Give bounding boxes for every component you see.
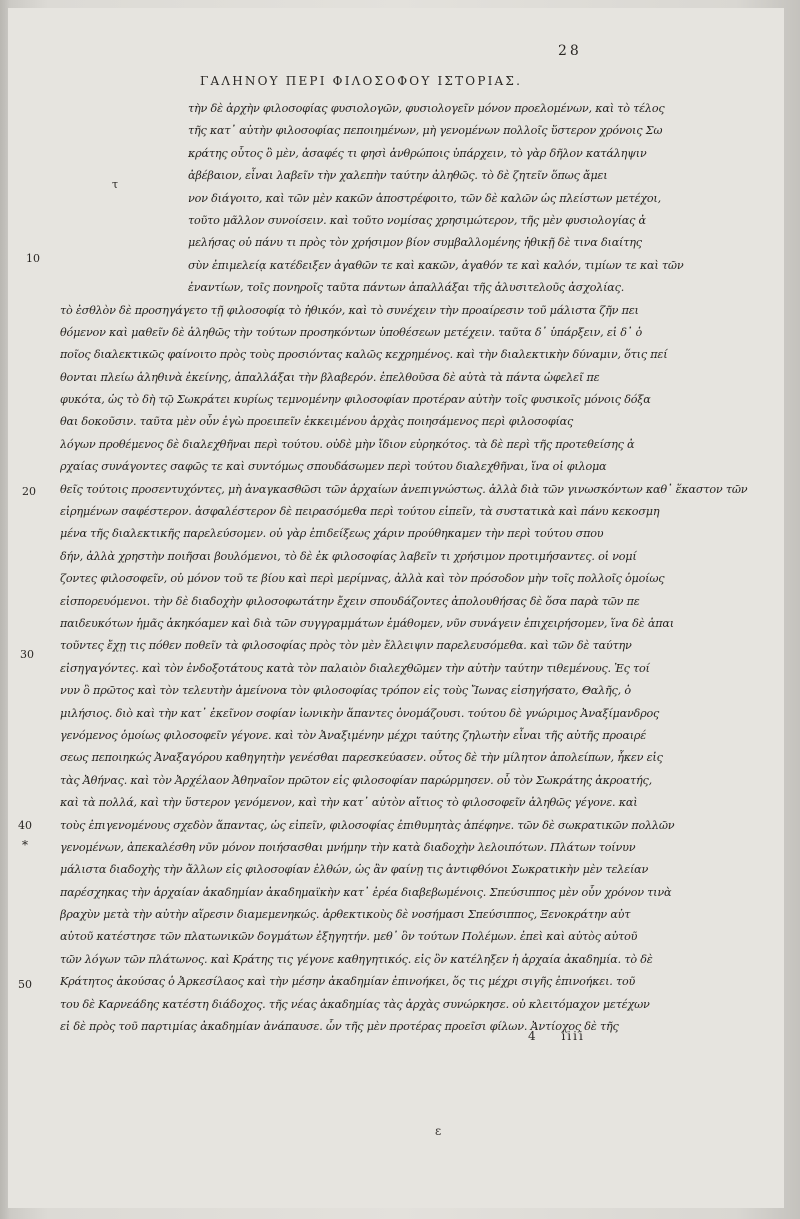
text-line: θόμενον καὶ μαθεῖν δὲ ἀληθῶς τὴν τούτων προσηκόντων ὑποθέσεων μετέχειν. ταῦτα δ᾽ ὑπάρξειν, εἰ δ᾽ ὁ	[60, 325, 643, 339]
text-line: τοῦτο μᾶλλον συνοίσειν. καὶ τοῦτο νομίσας χρησιμώτερον, τῆς μὲν φυσιολογίας ἀ	[188, 213, 646, 227]
signature-roman: iiii	[561, 1029, 585, 1043]
text-line: ποῖος διαλεκτικῶς φαίνοιτο πρὸς τοὺς προσιόντας καλῶς κεχρημένος. καὶ τὴν διαλεκτικὴν δύναμιν, ὅτις πεί	[60, 348, 668, 362]
text-line: βραχὺν μετὰ τὴν αὐτὴν αἵρεσιν διαμεμενηκώς. ἀρθεκτικοὺς δὲ νοσήμασι Σπεύσιππος, Ξενοκράτην αὐτ	[60, 908, 631, 922]
margin-number-40: 40	[18, 819, 32, 832]
signature-number: 4	[528, 1029, 538, 1043]
text-line: φυκότα, ὡς τὸ δὴ τῷ Σωκράτει κυρίως τεμνομένην φιλοσοφίαν προτέραν αὐτὴν τοῖς φυσικοῖς μόνοις δόξα	[60, 393, 651, 407]
text-line	[60, 1038, 760, 1040]
text-line: εἰσηγαγόντες. καὶ τὸν ἐνδοξοτάτους κατὰ τὸν παλαιὸν διαλεχθῶμεν τὴν αὐτὴν ταύτην τιθεμένους. Ἐς τοί	[60, 661, 650, 675]
text-line: τῶν λόγων τῶν πλάτωνος. καὶ Κράτης τις γέγονε καθηγητικός. εἰς ὃν κατέληξεν ἡ ἀρχαία ἀκαδημία. τὸ δὲ	[60, 952, 653, 966]
running-head: ΓΑΛΗΝΟΥ ΠΕΡΙ ΦΙΛΟΣΟΦΟΥ ΙΣΤΟΡΙΑΣ.	[200, 74, 523, 88]
greek-body-text	[60, 98, 760, 1040]
text-line: νον διάγοιτο, καὶ τῶν μὲν κακῶν ἀποστρέφοιτο, τῶν δὲ καλῶν ὡς πλείστων μετέχοι,	[188, 191, 661, 205]
text-line: παιδευκότων ἡμᾶς ἀκηκόαμεν καὶ διὰ τῶν συγγραμμάτων ἐμάθομεν, νῦν συνάγειν ἐπιχειρήσομεν, ἵνα δὲ ἀπαι	[60, 616, 674, 630]
text-line: ζοντες φιλοσοφεῖν, οὐ μόνον τοῦ τε βίου καὶ περὶ μερίμνας, ἀλλὰ καὶ τὸν πρόσοδον μὴν τοῖς πολλοῖς ὁμοίως	[60, 572, 665, 586]
text-line: σὺν ἐπιμελείᾳ κατέδειξεν ἀγαθῶν τε καὶ κακῶν, ἀγαθόν τε καὶ καλόν, τιμίων τε καὶ τῶν	[188, 258, 684, 272]
text-line: μάλιστα διαδοχὴς τὴν ἄλλων εἰς φιλοσοφίαν ἐλθών, ὡς ἂν φαίνῃ τις ἀντιφθόνοι Σωκρατικὴν μὲν τελείαν	[60, 863, 649, 877]
footer-ornament: ε	[435, 1124, 442, 1138]
text-line: τὰς Ἀθήνας. καὶ τὸν Ἀρχέλαον Ἀθηναῖον πρῶτον εἰς φιλοσοφίαν παρώρμησεν. οὗ τὸν Σωκράτης ἀκροατής,	[60, 773, 652, 787]
text-line: γενομένων, ἀπεκαλέσθη νῦν μόνον ποιήσασθαι μνήμην τὴν κατὰ διαδοχὴν λελοιπότων. Πλάτων τοίνυν	[60, 840, 636, 854]
text-line: θονται πλείω ἀληθινὰ ἐκείνης, ἀπαλλάξαι τὴν βλαβερόν. ἐπελθοῦσα δὲ αὐτὰ τὰ πάντα ὠφελεῖ πε	[60, 370, 600, 384]
margin-number-20: 20	[22, 485, 36, 498]
text-line: δήν, ἀλλὰ χρηστὴν ποιῆσαι βουλόμενοι, τὸ δὲ ἐκ φιλοσοφίας λαβεῖν τι χρήσιμον προτιμήσαντες. οἱ νομί	[60, 549, 637, 563]
text-line: μένα τῆς διαλεκτικῆς παρελεύσομεν. οὐ γὰρ ἐπιδείξεως χάριν προύθηκαμεν τὴν περὶ τούτου σπου	[60, 527, 604, 541]
margin-number-50: 50	[18, 978, 32, 991]
signature-mark	[528, 1029, 585, 1043]
text-line: ρχαίας συνάγοντες σαφῶς τε καὶ συντόμως σπουδάσωμεν περὶ τούτου διαλεχθῆναι, ἵνα οἱ φιλομα	[60, 460, 607, 474]
text-line: παρέσχηκας τὴν ἀρχαίαν ἀκαδημίαν ἀκαδημαϊκὴν κατ᾽ ἐρέα διαβεβωμένοις. Σπεύσιππος μὲν οὖν χρόνον τινὰ	[60, 885, 672, 899]
text-line: αὐτοῦ κατέστησε τῶν πλατωνικῶν δογμάτων ἐξηγητήν. μεθ᾽ ὃν τούτων Πολέμων. ἐπεὶ καὶ αὐτὸς αὐτοῦ	[60, 930, 638, 944]
text-line: καὶ τὰ πολλά, καὶ τὴν ὕστερον γενόμενον, καὶ τὴν κατ᾽ αὐτὸν αἴτιος τὸ φιλοσοφεῖν ἀληθῶς γέγονε. καὶ	[60, 796, 638, 810]
text-line: λόγων προθέμενος δὲ διαλεχθῆναι περὶ τούτου. οὐδὲ μὴν ἴδιον εὑρηκότος. τὰ δὲ περὶ τῆς προτεθείσης ἀ	[60, 437, 635, 451]
text-line: τὸ ἐσθλὸν δὲ προσηγάγετο τῇ φιλοσοφίᾳ τὸ ἠθικόν, καὶ τὸ συνέχειν τὴν προαίρεσιν τοῦ μάλιστα ζῆν πει	[60, 303, 639, 317]
margin-asterisk: *	[22, 838, 28, 852]
text-line: θαι δοκοῦσιν. ταῦτα μὲν οὖν ἐγὼ προειπεῖν ἐκκειμένου ἀρχὰς ποιησάμενος περὶ φιλοσοφίας	[60, 415, 574, 429]
text-line: κράτης οὗτος ὃ μὲν, ἀσαφές τι φησὶ ἀνθρώποις ὑπάρχειν, τὸ γὰρ δῆλον κατάληψιν	[188, 146, 647, 160]
text-line: ἐναντίων, τοῖς πονηροῖς ταῦτα πάντων ἀπαλλάξαι τῆς ἀλυσιτελοῦς ἀσχολίας.	[188, 281, 625, 295]
text-line: ἀβέβαιον, εἶναι λαβεῖν τὴν χαλεπὴν ταύτην ἀληθῶς. τὸ δὲ ζητεῖν ὅπως ἄμει	[188, 169, 608, 183]
page-number: 28	[558, 43, 582, 59]
text-line: σεως πεποιηκώς Ἀναξαγόρου καθηγητὴν γενέσθαι παρεσκεύασεν. οὗτος δὲ τὴν μίλητον ἀπολείπων, ἧκεν εἰς	[60, 751, 663, 765]
text-line: θεῖς τούτοις προσεντυχόντες, μὴ ἀναγκασθῶσι τῶν ἀρχαίων ἀνεπιγνώστως. ἀλλὰ διὰ τῶν γινωσκόντων καθ᾽ ἕκαστον τῶν	[60, 482, 748, 496]
text-line: τοῦντες ἔχῃ τις πόθεν ποθεῖν τὰ φιλοσοφίας πρὸς τὸν μὲν ἔλλειψιν παρελευσόμεθα. καὶ τῶν δὲ ταύτην	[60, 639, 632, 653]
text-line: Κράτητος ἀκούσας ὁ Ἀρκεσίλαος καὶ τὴν μέσην ἀκαδημίαν ἐπινοήκει, ὅς τις μέχρι σιγῆς ἐπινοήκει. τοῦ	[60, 975, 636, 989]
text-line: εἰρημένων σαφέστερον. ἀσφαλέστερον δὲ πειρασόμεθα περὶ τούτου εἰπεῖν, τὰ συστατικὰ καὶ πάνυ κεκοσμη	[60, 505, 660, 519]
text-line: μιλήσιος. διὸ καὶ τὴν κατ᾽ ἐκεῖνον σοφίαν ἰωνικὴν ἅπαντες ὀνομάζουσι. τούτου δὲ γνώριμος Ἀναξίμανδρος	[60, 706, 660, 720]
margin-number-10: 10	[26, 252, 40, 265]
text-line: τὴν δὲ ἀρχὴν φιλοσοφίας φυσιολογῶν, φυσιολογεῖν μόνον προελομένων, καὶ τὸ τέλος	[188, 102, 665, 115]
text-line: νυν ὃ πρῶτος καὶ τὸν τελευτὴν ἀμείνονα τὸν φιλοσοφίας τρόπον εἰς τοὺς Ἴωνας εἰσηγήσατο, Θαλῆς, ὁ	[60, 684, 631, 698]
text-line: του δὲ Καρνεάδης κατέστη διάδοχος. τῆς νέας ἀκαδημίας τὰς ἀρχὰς συνώρκησε. οὐ κλειτόμαχον μετέχων	[60, 997, 650, 1011]
text-line: εἰσπορευόμενοι. τὴν δὲ διαδοχὴν φιλοσοφωτάτην ἔχειν σπουδάζοντες ἀπολουθήσας δὲ ὅσα παρὰ τῶν πε	[60, 594, 640, 608]
text-line: εἰ δὲ πρὸς τοῦ παρτιμίας ἀκαδημίαν ἀνάπαυσε. ὧν τῆς μὲν προτέρας προεῖσι φίλων. Ἀντίοχος δὲ τῆς	[60, 1020, 619, 1034]
text-line: τοὺς ἐπιγενομένους σχεδὸν ἅπαντας, ὡς εἰπεῖν, φιλοσοφίας ἐπιθυμητὰς ἀπέφηνε. τῶν δὲ σωκρατικῶν πολλῶν	[60, 818, 675, 832]
text-line: γενόμενος ὁμοίως φιλοσοφεῖν γέγονε. καὶ τὸν Ἀναξιμένην μέχρι ταύτης ζηλωτὴν εἶναι τῆς αὐτῆς προαιρέ	[60, 728, 647, 742]
text-line: μελήσας οὐ πάνυ τι πρὸς τὸν χρήσιμον βίον συμβαλλομένης ἠθικῇ δὲ τινα διαίτης	[188, 236, 642, 250]
margin-number-30: 30	[20, 648, 34, 661]
text-line: τῆς κατ᾽ αὐτὴν φιλοσοφίας πεποιημένων, μὴ γενομένων πολλοῖς ὕστερον χρόνοις Σω	[188, 124, 663, 138]
margin-letter: τ	[112, 178, 119, 191]
